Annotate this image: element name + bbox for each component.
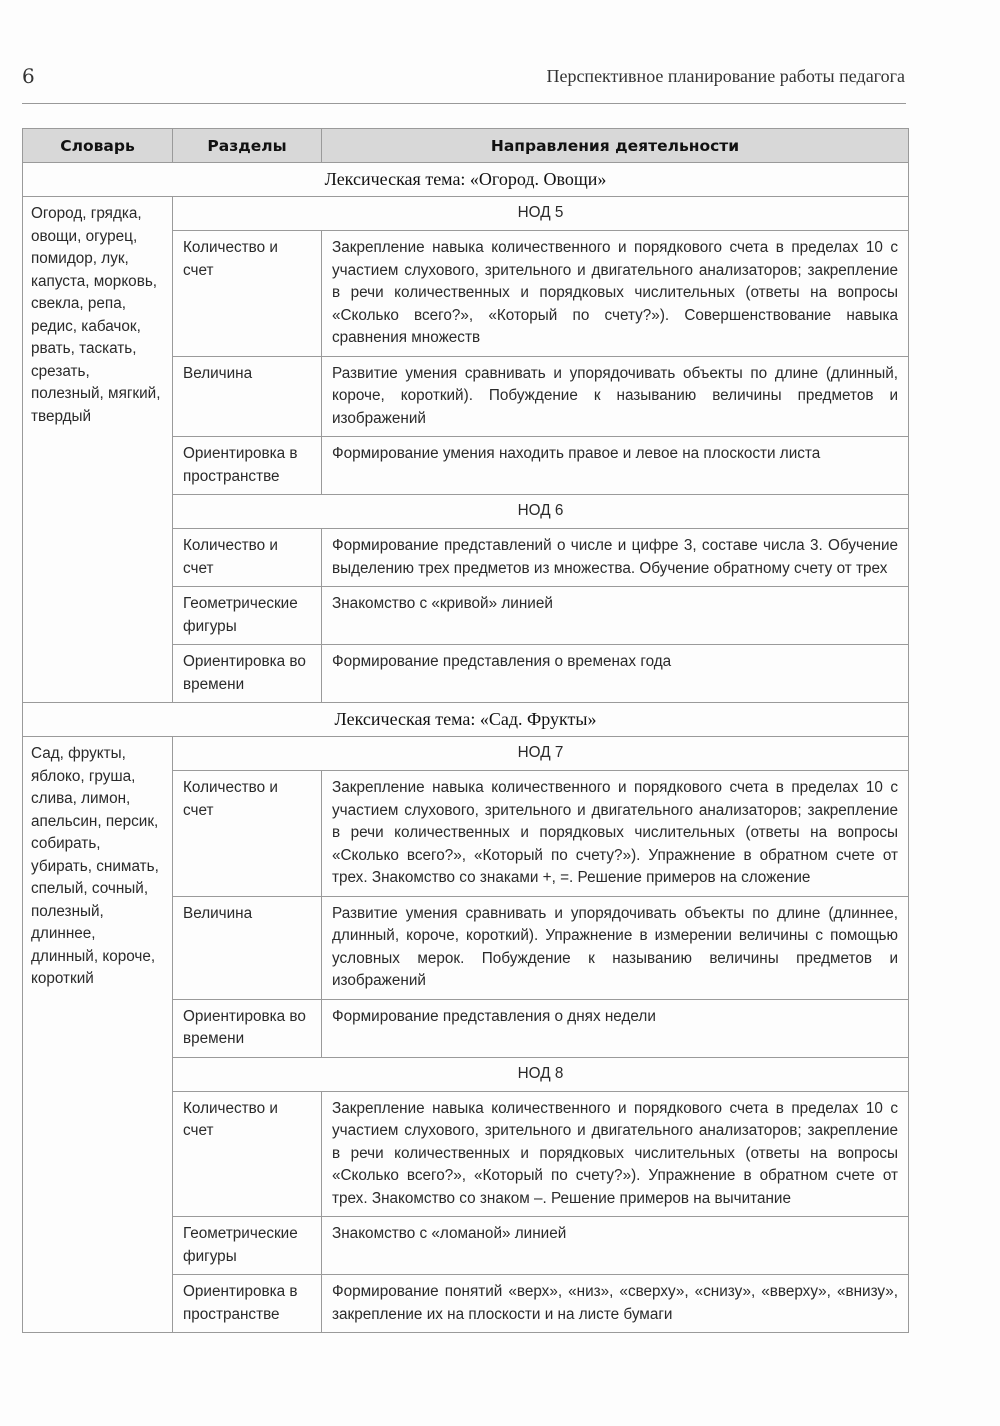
activity-cell: Формирование представления о днях недели [322, 999, 909, 1057]
lesson-title: НОД 8 [173, 1057, 909, 1091]
section-cell: Ориентировка в пространстве [173, 437, 322, 495]
theme-row [23, 163, 909, 197]
activity-cell: Знакомство с «ломаной» линией [322, 1217, 909, 1275]
lesson-title: НОД 7 [173, 737, 909, 771]
header-activities: Направления деятельности [322, 129, 909, 163]
activity-cell: Развитие умения сравнивать и упорядочивать объекты по длине (длинный, короче, короткий). Побуждение к называнию величины предметов и изображений [322, 356, 909, 437]
section-cell: Количество и счет [173, 1091, 322, 1217]
activity-cell: Формирование умения находить правое и левое на плоскости листа [322, 437, 909, 495]
table-header-row [23, 129, 909, 163]
section-cell: Количество и счет [173, 771, 322, 897]
section-cell: Величина [173, 896, 322, 999]
theme-title: Лексическая тема: «Сад. Фрукты» [23, 703, 909, 737]
theme-row [23, 703, 909, 737]
activity-cell: Формирование представления о временах года [322, 645, 909, 703]
planning-table [22, 128, 909, 1333]
lesson-title: НОД 5 [173, 197, 909, 231]
activity-cell: Знакомство с «кривой» линией [322, 587, 909, 645]
activity-cell: Развитие умения сравнивать и упорядочивать объекты по длине (длиннее, длинный, короче, короткий). Упражнение в измерении величины с помощью условных мерок. Побуждение к называнию величины предметов и изображений [322, 896, 909, 999]
lesson-title: НОД 6 [173, 495, 909, 529]
vocabulary-cell: Сад, фрукты, яблоко, груша, слива, лимон, апельсин, персик, собирать, убирать, снимать, спелый, сочный, полезный, длиннее, длинный, короче, короткий [23, 737, 173, 1333]
activity-cell: Закрепление навыка количественного и порядкового счета в пределах 10 с участием слухового, зрительного и двигательного анализаторов; закрепление в речи количественных и порядковых числительных (ответы на вопросы «Сколько всего?», «Который по счету?»). Совершенствование навыка сравнения множеств [322, 231, 909, 357]
activity-cell: Закрепление навыка количественного и порядкового счета в пределах 10 с участием слухового, зрительного и двигательного анализаторов; закрепление в речи количественных и порядковых числительных (ответы на вопросы «Сколько всего?», «Который по счету?»). Упражнение в обратном счете от трех. Знакомство со знаком –. Решение примеров на вычитание [322, 1091, 909, 1217]
vocabulary-cell: Огород, грядка, овощи, огурец, помидор, лук, капуста, морковь, свекла, репа, редис, кабачок, рвать, таскать, срезать, полезный, мягкий, твердый [23, 197, 173, 703]
header-rule [22, 103, 906, 104]
lesson-row [23, 197, 909, 231]
section-cell: Геометрические фигуры [173, 1217, 322, 1275]
section-cell: Количество и счет [173, 529, 322, 587]
activity-cell: Закрепление навыка количественного и порядкового счета в пределах 10 с участием слухового, зрительного и двигательного анализаторов; закрепление в речи количественных и порядковых числительных (ответы на вопросы «Сколько всего?», «Который по счету?»). Упражнение в обратном счете от трех. Знакомство со знаками +, =. Решение примеров на сложение [322, 771, 909, 897]
section-cell: Ориентировка в пространстве [173, 1275, 322, 1333]
lesson-row [23, 737, 909, 771]
page-number: 6 [22, 64, 35, 88]
header-sections: Разделы [173, 129, 322, 163]
running-title: Перспективное планирование работы педагога [546, 66, 905, 86]
activity-cell: Формирование представлений о числе и цифре 3, составе числа 3. Обучение выделению трех предметов из множества. Обучение обратному счету от трех [322, 529, 909, 587]
section-cell: Величина [173, 356, 322, 437]
header-vocabulary: Словарь [23, 129, 173, 163]
theme-title: Лексическая тема: «Огород. Овощи» [23, 163, 909, 197]
section-cell: Ориентировка во времени [173, 999, 322, 1057]
section-cell: Геометрические фигуры [173, 587, 322, 645]
section-cell: Количество и счет [173, 231, 322, 357]
activity-cell: Формирование понятий «верх», «низ», «сверху», «снизу», «вверху», «внизу», закрепление их на плоскости и на листе бумаги [322, 1275, 909, 1333]
section-cell: Ориентировка во времени [173, 645, 322, 703]
